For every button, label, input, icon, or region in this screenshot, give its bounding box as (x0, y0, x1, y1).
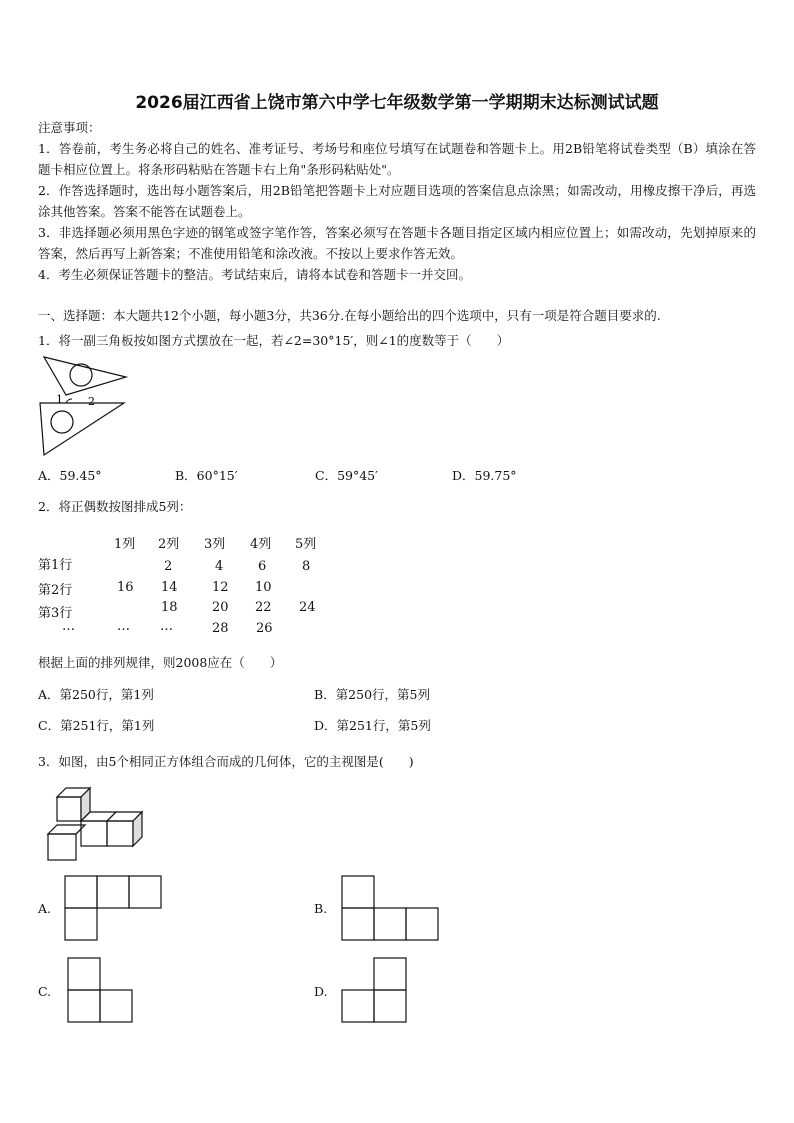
col-header-4: 4列 (250, 537, 272, 552)
page-title: 2026届江西省上饶市第六中学七年级数学第一学期期末达标测试试题 (135, 93, 659, 113)
q1-stem: 1．将一副三角板按如图方式摆放在一起，若∠2=30°15′，则∠1的度数等于（ ） (38, 333, 510, 348)
col-header-1: 1列 (114, 537, 136, 552)
angle-1-label: 1 (56, 393, 63, 406)
table-cell: 28 (212, 621, 229, 636)
table-cell: 6 (258, 559, 267, 574)
q1-option-b: B．60°15′ (175, 468, 238, 483)
q2-stem: 2．将正偶数按图排成5列： (38, 499, 192, 514)
col-header-3: 3列 (204, 537, 226, 552)
table-cell: … (160, 619, 173, 634)
q1-option-c: C．59°45′ (315, 468, 378, 483)
q3-option-a-label: A. (38, 901, 52, 916)
q3-stem: 3．如图，由5个相同正方体组合而成的几何体，它的主视图是( ) (38, 754, 414, 769)
table-cell: 2 (164, 559, 173, 574)
notice-item-2: 2．作答选择题时，选出每小题答案后，用2B铅笔把答题卡上对应题目选项的答案信息点涂黑；如需改动，用橡皮擦干净后，再选涂其他答案。答案不能答在试题卷上。 (38, 183, 756, 219)
notice-item-4: 4．考生必须保证答题卡的整洁。考试结束后，请将本试卷和答题卡一并交回。 (38, 267, 471, 282)
q3-option-c-label: C. (38, 984, 52, 999)
table-cell: 26 (256, 621, 273, 636)
table-cell: … (117, 619, 130, 634)
row-label-1: 第1行 (38, 558, 73, 573)
table-cell: 12 (212, 580, 229, 595)
table-cell: 18 (161, 600, 178, 615)
q3-cube-figure (44, 784, 154, 864)
row-label-ellipsis: … (62, 619, 75, 634)
table-cell: 4 (215, 559, 224, 574)
q1-option-d: D．59.75° (452, 468, 517, 483)
q1-triangle-figure (36, 355, 131, 460)
table-cell: 8 (302, 559, 311, 574)
notice-item-3: 3．非选择题必须用黑色字迹的钢笔或签字笔作答，答案必须写在答题卡各题目指定区域内相应位置上；如需改动，先划掉原来的答案，然后再写上新答案；不准使用铅笔和涂改液。不按以上要求作答无效。 (38, 225, 756, 261)
q3-option-b-view (341, 875, 441, 941)
angle-2-label: 2 (88, 395, 95, 408)
q2-question: 根据上面的排列规律，则2008应在（ ） (38, 655, 283, 670)
row-label-2: 第2行 (38, 583, 73, 598)
table-cell: 22 (255, 600, 272, 615)
notice-heading: 注意事项： (38, 120, 101, 135)
table-cell: 14 (161, 580, 178, 595)
col-header-5: 5列 (295, 537, 317, 552)
q3-option-b-label: B. (314, 901, 328, 916)
q2-option-c: C．第251行，第1列 (38, 718, 155, 733)
table-cell: 24 (299, 600, 316, 615)
table-cell: 20 (212, 600, 229, 615)
row-label-3: 第3行 (38, 606, 73, 621)
col-header-2: 2列 (158, 537, 180, 552)
section-heading: 一、选择题：本大题共12个小题，每小题3分，共36分.在每小题给出的四个选项中，只有一项是符合题目要求的. (38, 308, 661, 323)
table-cell: 10 (255, 580, 272, 595)
q3-option-a-view (64, 875, 164, 941)
q2-option-a: A．第250行，第1列 (38, 687, 154, 702)
q3-option-d-view (341, 957, 411, 1023)
q3-option-c-view (67, 957, 137, 1023)
notice-item-1: 1．答卷前，考生务必将自己的姓名、准考证号、考场号和座位号填写在试题卷和答题卡上。用2B铅笔将试卷类型（B）填涂在答题卡相应位置上。将条形码粘贴在答题卡右上角"条形码粘贴处"。 (38, 141, 756, 177)
table-cell: 16 (117, 580, 134, 595)
q3-option-d-label: D. (314, 984, 328, 999)
q2-option-d: D．第251行，第5列 (314, 718, 431, 733)
q1-option-a: A．59.45° (38, 468, 102, 483)
q2-option-b: B．第250行，第5列 (314, 687, 430, 702)
